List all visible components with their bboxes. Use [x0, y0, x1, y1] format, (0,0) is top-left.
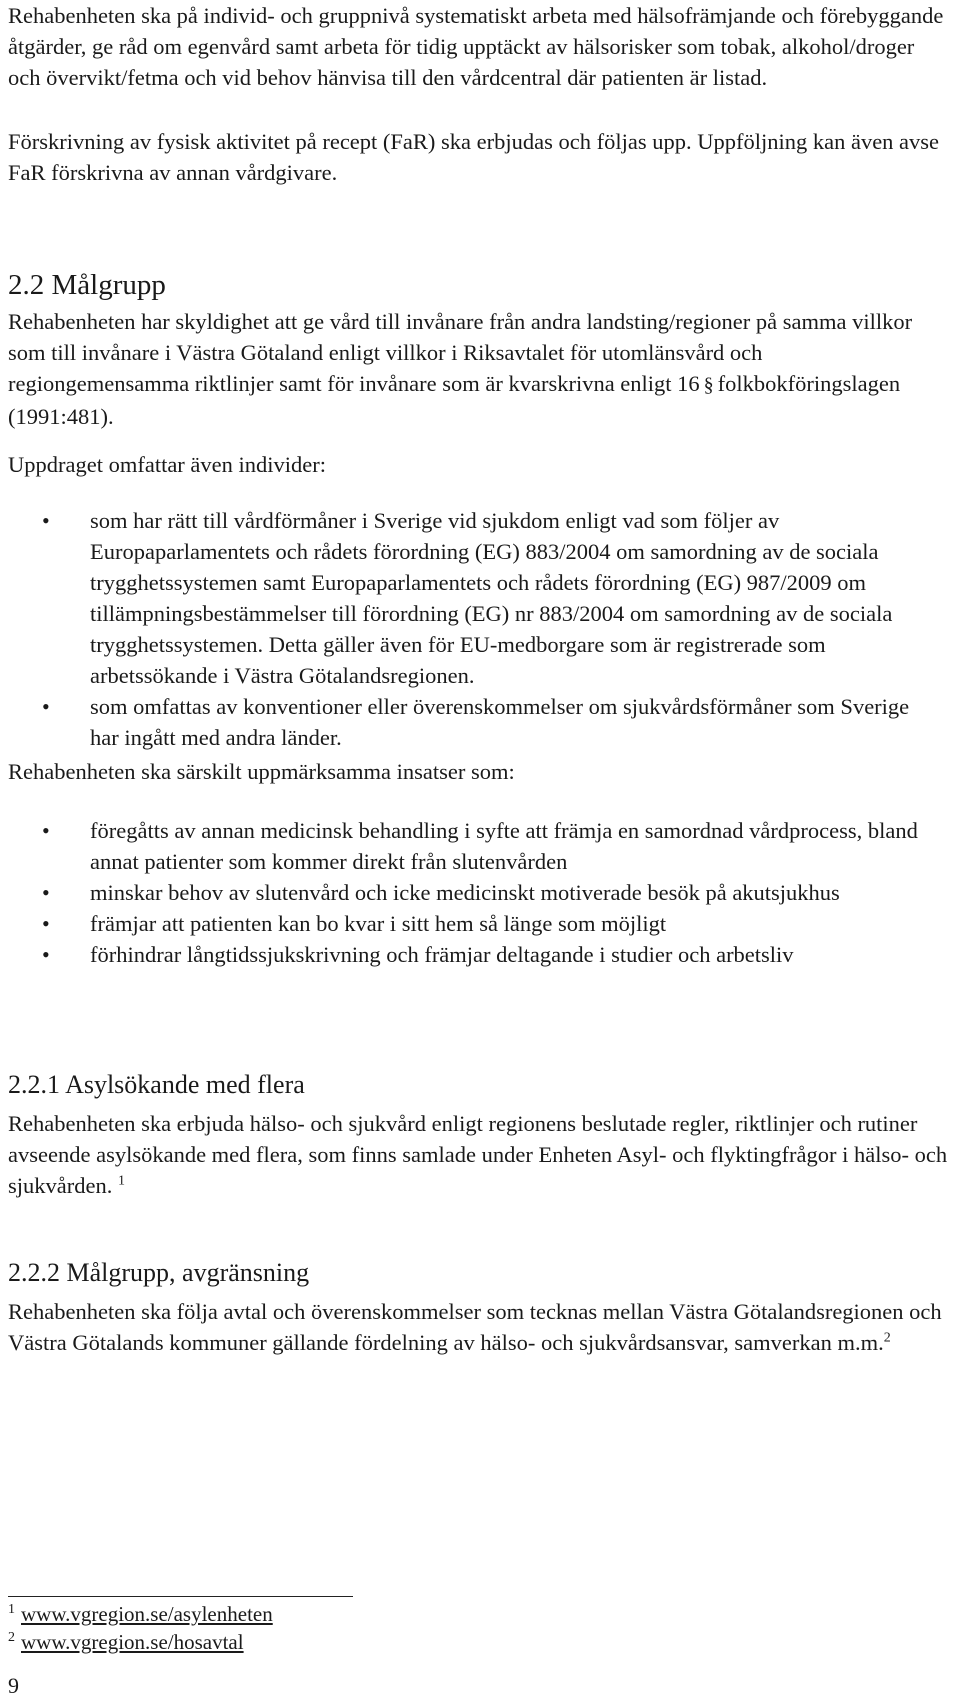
- bullet-icon: •: [42, 880, 50, 905]
- section-2-2-paragraph-3: Rehabenheten ska särskilt uppmärksamma insatser som:: [8, 759, 515, 784]
- footnote-1: [8, 1600, 608, 1628]
- section-2-2-2-text: Rehabenheten ska följa avtal och överenskommelser som tecknas mellan Västra Götalandsregionen och Västra Götalands kommuner gällande fördelning av hälso- och sjukvårdsansvar, samverkan m.m.: [8, 1299, 942, 1355]
- footnote-number: 1: [8, 1602, 15, 1617]
- section-2-2-1-text: Rehabenheten ska erbjuda hälso- och sjukvård enligt regionens beslutade regler, riktlinjer och rutiner avseende asylsökande med flera, som finns samlade under Enheten Asyl- och flyktingfrågor i hälso- och sjukvården.: [8, 1111, 948, 1198]
- list-item: [0, 877, 940, 908]
- section-heading-2-2-2: 2.2.2 Målgrupp, avgränsning: [8, 1258, 310, 1287]
- bullet-icon: •: [42, 911, 50, 936]
- section-2-2-paragraph-1: [8, 306, 948, 432]
- bullet-icon: •: [42, 942, 50, 967]
- list-item-text: som omfattas av konventioner eller överenskommelser om sjukvårdsförmåner som Sverige har ingått med andra länder.: [90, 694, 910, 750]
- section-2-2-paragraph-1-text: Rehabenheten har skyldighet att ge vård till invånare från andra landsting/regioner på samma villkor som till invånare i Västra Götaland enligt villkor i Riksavtalet för utomlänsvård och regiongemensamma riktlinjer samt för invånare som är kvarskrivna enligt 16: [8, 309, 913, 396]
- list-item: [0, 815, 940, 877]
- list-item-text: förhindrar långtidssjukskrivning och främjar deltagande i studier och arbetsliv: [90, 942, 794, 967]
- footnote-ref-2[interactable]: 2: [883, 1330, 891, 1346]
- page-number: 9: [8, 1673, 19, 1698]
- list-item: [0, 505, 940, 691]
- list-item: [0, 691, 940, 753]
- section-heading-2-2-1: 2.2.1 Asylsökande med flera: [8, 1070, 305, 1099]
- section-heading-2-2: 2.2 Målgrupp: [8, 269, 166, 301]
- section-2-2-2-paragraph: [8, 1296, 948, 1358]
- footnote-number: 2: [8, 1630, 15, 1645]
- list-item-text: minskar behov av slutenvård och icke medicinskt motiverade besök på akutsjukhus: [90, 880, 840, 905]
- footnote-link-asylenheten[interactable]: www.vgregion.se/asylenheten: [21, 1602, 273, 1626]
- footnote-link-hosavtal[interactable]: www.vgregion.se/hosavtal: [21, 1630, 244, 1654]
- section-2-2-1-paragraph: [8, 1108, 948, 1201]
- list-item-text: som har rätt till vårdförmåner i Sverige vid sjukdom enligt vad som följer av Europaparlamentets och rådets förordning (EG) 883/2004 om samordning av de sociala trygghetssystemen samt Europaparlamentets och rådets förordning (EG) 987/2009 om tillämpningsbestämmelser till förordning (EG) nr 883/2004 om samordning av de sociala trygghetssystemen. Detta gäller även för EU-medborgare som är registrerade som arbetssökande i Västra Götalandsregionen.: [90, 508, 893, 688]
- bullet-icon: •: [42, 508, 50, 533]
- list-item-text: främjar att patienten kan bo kvar i sitt hem så länge som möjligt: [90, 911, 667, 936]
- footnote-ref-1[interactable]: 1: [117, 1173, 125, 1189]
- intro-paragraph-1: Rehabenheten ska på individ- och gruppnivå systematiskt arbeta med hälsofrämjande och förebyggande åtgärder, ge råd om egenvård samt arbeta för tidig upptäckt av hälsorisker som tobak, alkohol/droger och övervikt/fetma och vid behov hänvisa till den vårdcentral där patienten är listad.: [8, 3, 944, 90]
- section-2-2-paragraph-2: Uppdraget omfattar även individer:: [8, 452, 327, 477]
- eligibility-list: [0, 505, 950, 753]
- list-item-text: föregåtts av annan medicinsk behandling i syfte att främja en samordnad vårdprocess, bland annat patienter som kommer direkt från slutenvården: [90, 818, 918, 874]
- focus-list: [0, 815, 950, 970]
- section-sign: §: [703, 374, 714, 396]
- section-2-2-paragraph-1-end: folkbokföringslagen (1991:481).: [8, 371, 901, 429]
- footnote-divider: [8, 1596, 353, 1597]
- footnote-2: [8, 1628, 608, 1656]
- list-item: [0, 908, 940, 939]
- bullet-icon: •: [42, 818, 50, 843]
- bullet-icon: •: [42, 694, 50, 719]
- footnotes: [8, 1600, 608, 1656]
- list-item: [0, 939, 940, 970]
- intro-paragraph-2: Förskrivning av fysisk aktivitet på recept (FaR) ska erbjudas och följas upp. Uppföljning kan även avse FaR förskrivna av annan vårdgivare.: [8, 129, 940, 185]
